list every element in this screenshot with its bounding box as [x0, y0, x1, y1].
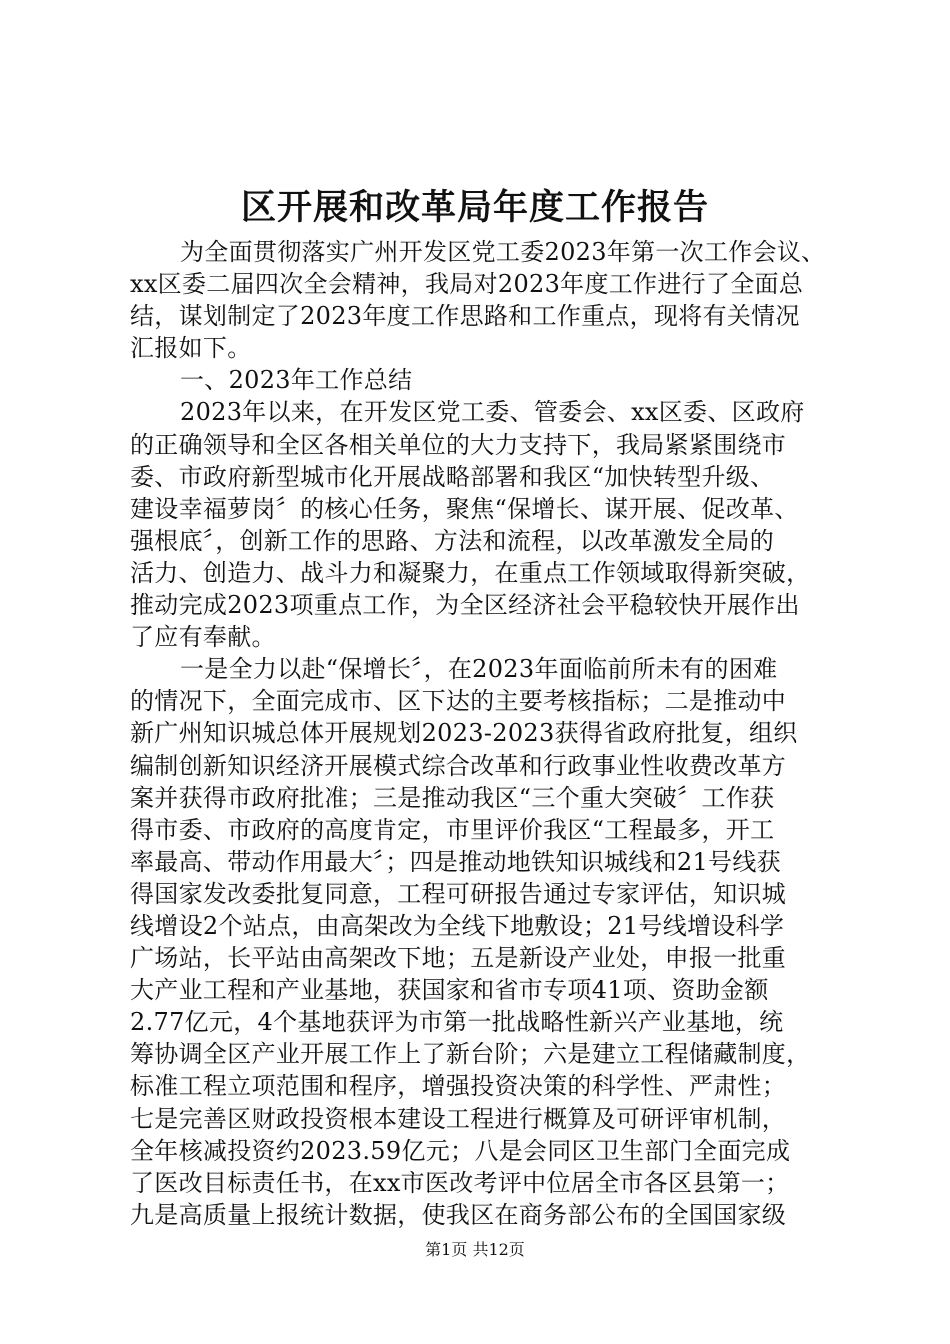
text-line: 的正确领导和全区各相关单位的大力支持下，我局紧紧围绕市	[130, 430, 787, 459]
text-line: xx区委二届四次全会精神，我局对2023年度工作进行了全面总	[130, 270, 804, 299]
text-line: 九是高质量上报统计数据，使我区在商务部公布的全国国家级	[130, 1200, 787, 1229]
text-line: 得国家发改委批复同意，工程可研报告通过专家评估，知识城	[130, 879, 787, 908]
text-line: 广场站，长平站由高架改下地；五是新设产业处，申报一批重	[130, 944, 787, 973]
text-line: 了医改目标责任书，在xx市医改考评中位居全市各区县第一；	[130, 1168, 790, 1197]
text-line: 全年核减投资约2023.59亿元；八是会同区卫生部门全面完成	[130, 1136, 791, 1165]
text-line: 为全面贯彻落实广州开发区党工委2023年第一次工作会议、	[180, 238, 826, 266]
text-line: 委、市政府新型城市化开展战略部署和我区“加快转型升级、	[130, 462, 775, 491]
text-line: 案并获得市政府批准；三是推动我区“三个重大突破〞工作获	[130, 783, 775, 812]
text-line: 筹协调全区产业开展工作上了新台阶；六是建立工程储藏制度，	[130, 1040, 811, 1069]
text-line: 结，谋划制定了2023年度工作思路和工作重点，现将有关情况	[130, 302, 800, 331]
text-line: 建设幸福萝岗〞的核心任务，聚焦“保增长、谋开展、促改革、	[130, 494, 799, 523]
text-line: 新广州知识城总体开展规划2023-2023获得省政府批复，组织	[130, 719, 798, 748]
text-line: 率最高、带动作用最大〞；四是推动地铁知识城线和21号线获	[130, 847, 781, 876]
text-line: 标准工程立项范围和程序，增强投资决策的科学性、严肃性；	[130, 1072, 787, 1101]
page-number-footer: 第1页 共12页	[425, 1240, 525, 1259]
document-title: 区开展和改革局年度工作报告	[240, 187, 709, 228]
text-line: 汇报如下。	[130, 334, 252, 363]
text-line: 推动完成2023项重点工作，为全区经济社会平稳较快开展作出	[130, 591, 800, 620]
text-line: 一是全力以赴“保增长〞，在2023年面临前所未有的困难	[180, 655, 778, 684]
text-line: 强根底〞，创新工作的思路、方法和流程，以改革激发全局的	[130, 526, 775, 555]
text-line: 了应有奉献。	[130, 623, 276, 652]
section-heading: 一、2023年工作总结	[180, 366, 413, 395]
text-line: 线增设2个站点，由高架改为全线下地敷设；21号线增设科学	[130, 911, 785, 940]
text-line: 编制创新知识经济开展模式综合改革和行政事业性收费改革方	[130, 751, 787, 780]
text-line: 大产业工程和产业基地，获国家和省市专项41项、资助金额	[130, 976, 769, 1005]
text-line: 得市委、市政府的高度肯定，市里评价我区“工程最多，开工	[130, 815, 775, 844]
document-body	[130, 236, 830, 1231]
text-line: 活力、创造力、战斗力和凝聚力，在重点工作领域取得新突破，	[130, 558, 811, 587]
text-line: 七是完善区财政投资根本建设工程进行概算及可研评审机制，	[130, 1104, 787, 1133]
text-line: 2.77亿元，4个基地获评为市第一批战略性新兴产业基地，统	[130, 1008, 784, 1037]
text-line: 的情况下，全面完成市、区下达的主要考核指标；二是推动中	[130, 687, 787, 716]
text-line: 2023年以来，在开发区党工委、管委会、xx区委、区政府	[180, 398, 805, 427]
